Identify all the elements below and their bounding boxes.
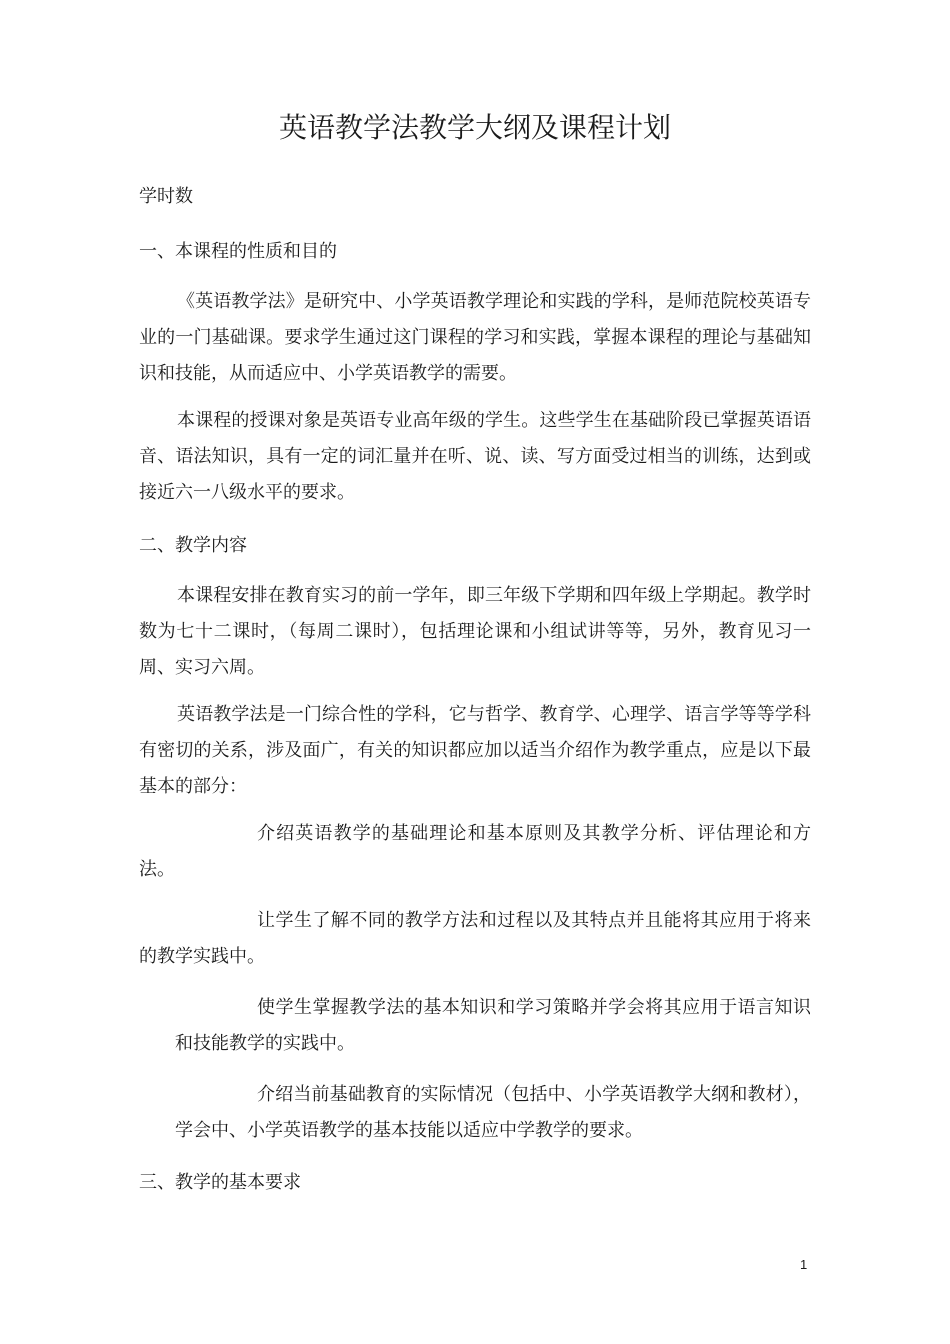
section-2-paragraph-1: 本课程安排在教育实习的前一学年，即三年级下学期和四年级上学期起。教学时数为七十二课时，（每周二课时），包括理论课和小组试讲等等，另外，教育见习一周、实习六周。 [139,585,811,678]
content-item-4: 介绍当前基础教育的实际情况（包括中、小学英语教学大纲和教材），学会中、小学英语教学的基本技能以适应中学教学的要求。 [175,1084,811,1141]
section-heading-3: 三、教学的基本要求 [139,1172,301,1193]
section-1-paragraph-2: 本课程的授课对象是英语专业高年级的学生。这些学生在基础阶段已掌握英语语音、语法知识，具有一定的词汇量并在听、说、读、写方面受过相当的训练，达到或接近六一八级水平的要求。 [139,410,811,503]
section-heading-1: 一、本课程的性质和目的 [139,241,337,262]
content-item-1: 介绍英语教学的基础理论和基本原则及其教学分析、评估理论和方法。 [139,823,811,880]
section-heading-2: 二、教学内容 [139,535,247,556]
content-item-3: 使学生掌握教学法的基本知识和学习策略并学会将其应用于语言知识和技能教学的实践中。 [175,997,811,1054]
section-2-paragraph-2: 英语教学法是一门综合性的学科，它与哲学、教育学、心理学、语言学等等学科有密切的关系，涉及面广，有关的知识都应加以适当介绍作为教学重点，应是以下最基本的部分： [139,704,811,797]
section-1-paragraph-1: 《英语教学法》是研究中、小学英语教学理论和实践的学科，是师范院校英语专业的一门基础课。要求学生通过这门课程的学习和实践，掌握本课程的理论与基础知识和技能，从而适应中、小学英语教学的需要。 [139,291,811,384]
document-title: 英语教学法教学大纲及课程计划 [278,111,671,144]
hours-label: 学时数 [139,186,193,207]
content-item-2: 让学生了解不同的教学方法和过程以及其特点并且能将其应用于将来的教学实践中。 [139,910,811,967]
page-number: 1 [800,1257,808,1272]
